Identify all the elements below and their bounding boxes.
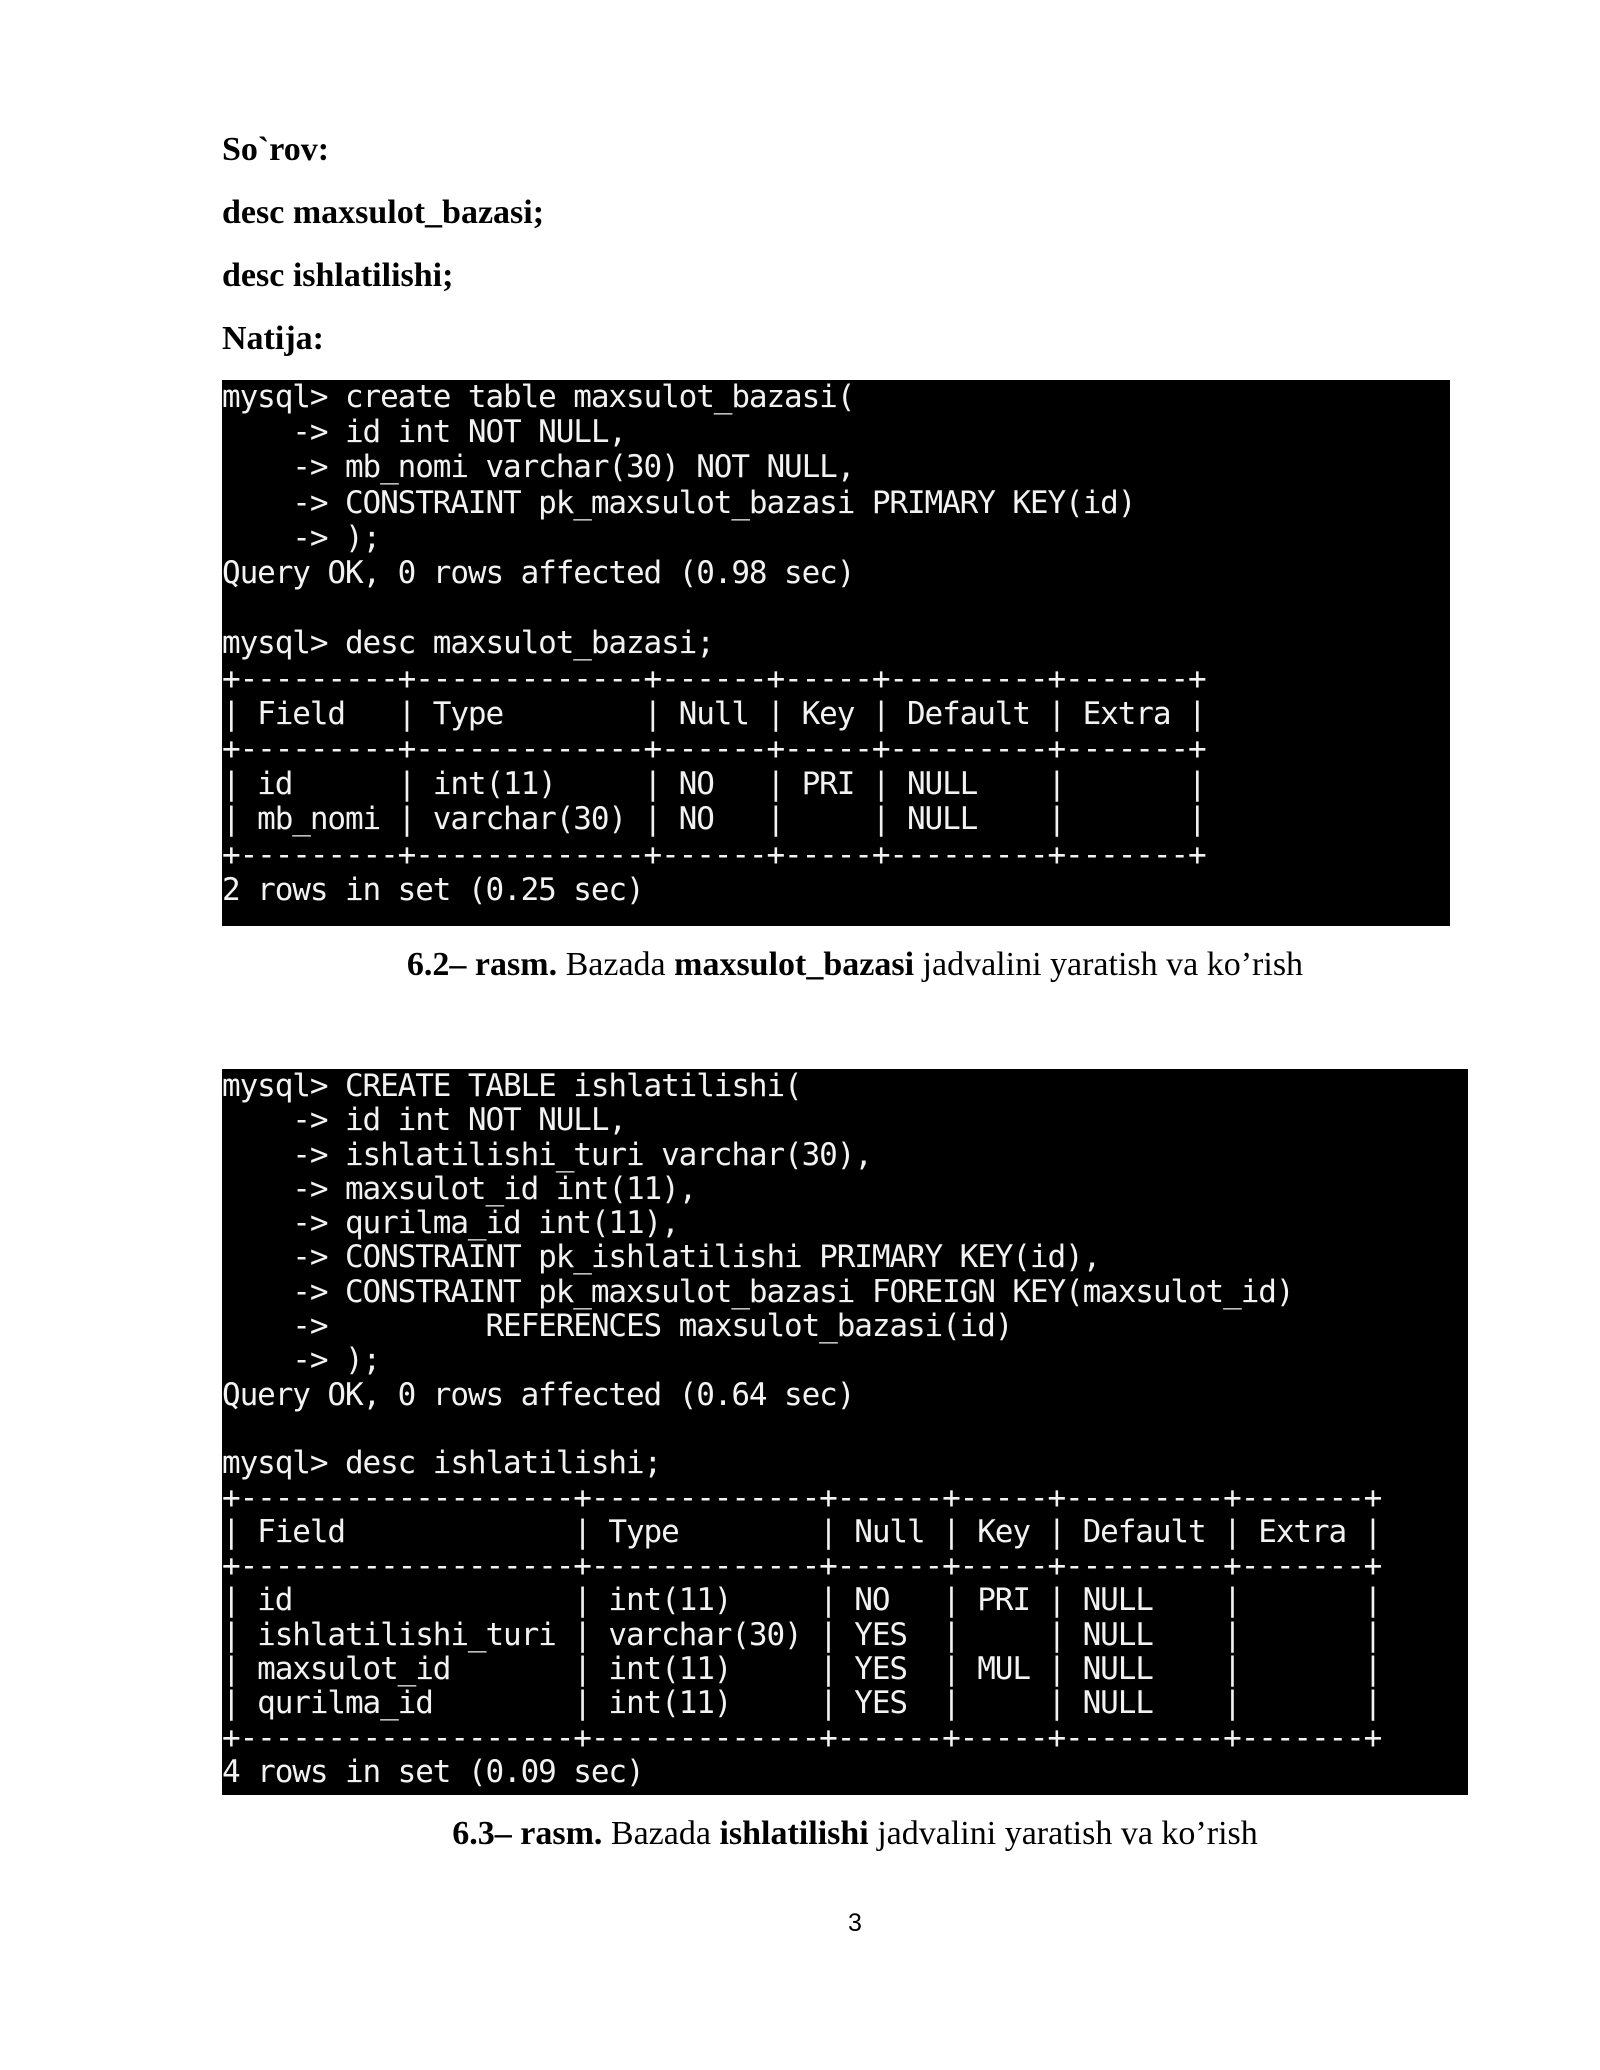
caption-text: jadvalini yaratish va ko’rish bbox=[914, 946, 1304, 983]
figure-caption-6-2 bbox=[0, 945, 1600, 985]
terminal-output-maxsulot-bazasi: mysql> create table maxsulot_bazasi( -> id int NOT NULL, -> mb_nomi varchar(30) NOT NULL, -> CONSTRAINT pk_maxsulot_bazasi PRIMARY KEY(id) -> ); Query OK, 0 rows affected (0.98 sec) mysql> desc maxsulot_bazasi; +---------+-------------+------+-----+---------+-------+ | Field | Type | Null | Key | Default | Extra | +---------+-------------+------+-----+---------+-------+ | id | int(11) | NO | PRI | NULL | | | mb_nomi | varchar(30) | NO | | NULL | | +---------+-------------+------+-----+---------+-------+ 2 rows in set (0.25 sec) bbox=[222, 380, 1206, 908]
caption-table-name: maxsulot_bazasi bbox=[674, 946, 915, 983]
figure-caption-6-3 bbox=[0, 1814, 1600, 1854]
query-line-desc-maxsulot-bazasi: desc maxsulot_bazasi; bbox=[222, 194, 545, 231]
terminal-output-ishlatilishi: mysql> CREATE TABLE ishlatilishi( -> id int NOT NULL, -> ishlatilishi_turi varchar(30), -> maxsulot_id int(11), -> qurilma_id int(11), -> CONSTRAINT pk_ishlatilishi PRIMARY KEY(id), -> CONSTRAINT pk_maxsulot_bazasi FOREIGN KEY(maxsulot_id) -> REFERENCES maxsulot_bazasi(id) -> ); Query OK, 0 rows affected (0.64 sec) mysql> desc ishlatilishi; +-------------------+-------------+------+-----+---------+-------+ | Field | Type | Null | Key | Default | Extra | +-------------------+-------------+------+-----+---------+-------+ | id | int(11) | NO | PRI | NULL | | | ishlatilishi_turi | varchar(30) | YES | | NULL | | | maxsulot_id | int(11) | YES | MUL | NULL | | | qurilma_id | int(11) | YES | | NULL | | +-------------------+-------------+------+-----+---------+-------+ 4 rows in set (0.09 sec) bbox=[222, 1069, 1382, 1790]
query-line-desc-ishlatilishi: desc ishlatilishi; bbox=[222, 257, 454, 294]
terminal-screenshot-ishlatilishi bbox=[222, 1069, 1468, 1795]
caption-number: 6.3– rasm. bbox=[452, 1815, 603, 1852]
caption-number: 6.2– rasm. bbox=[406, 946, 558, 983]
query-heading: So`rov: bbox=[222, 131, 330, 168]
terminal-screenshot-maxsulot-bazasi bbox=[222, 380, 1450, 926]
page-number: 3 bbox=[848, 1909, 862, 1937]
caption-text: jadvalini yaratish va ko’rish bbox=[868, 1815, 1258, 1852]
caption-text: Bazada bbox=[557, 946, 675, 983]
caption-text: Bazada bbox=[602, 1815, 720, 1852]
caption-table-name: ishlatilishi bbox=[719, 1815, 869, 1852]
result-heading: Natija: bbox=[222, 320, 324, 357]
